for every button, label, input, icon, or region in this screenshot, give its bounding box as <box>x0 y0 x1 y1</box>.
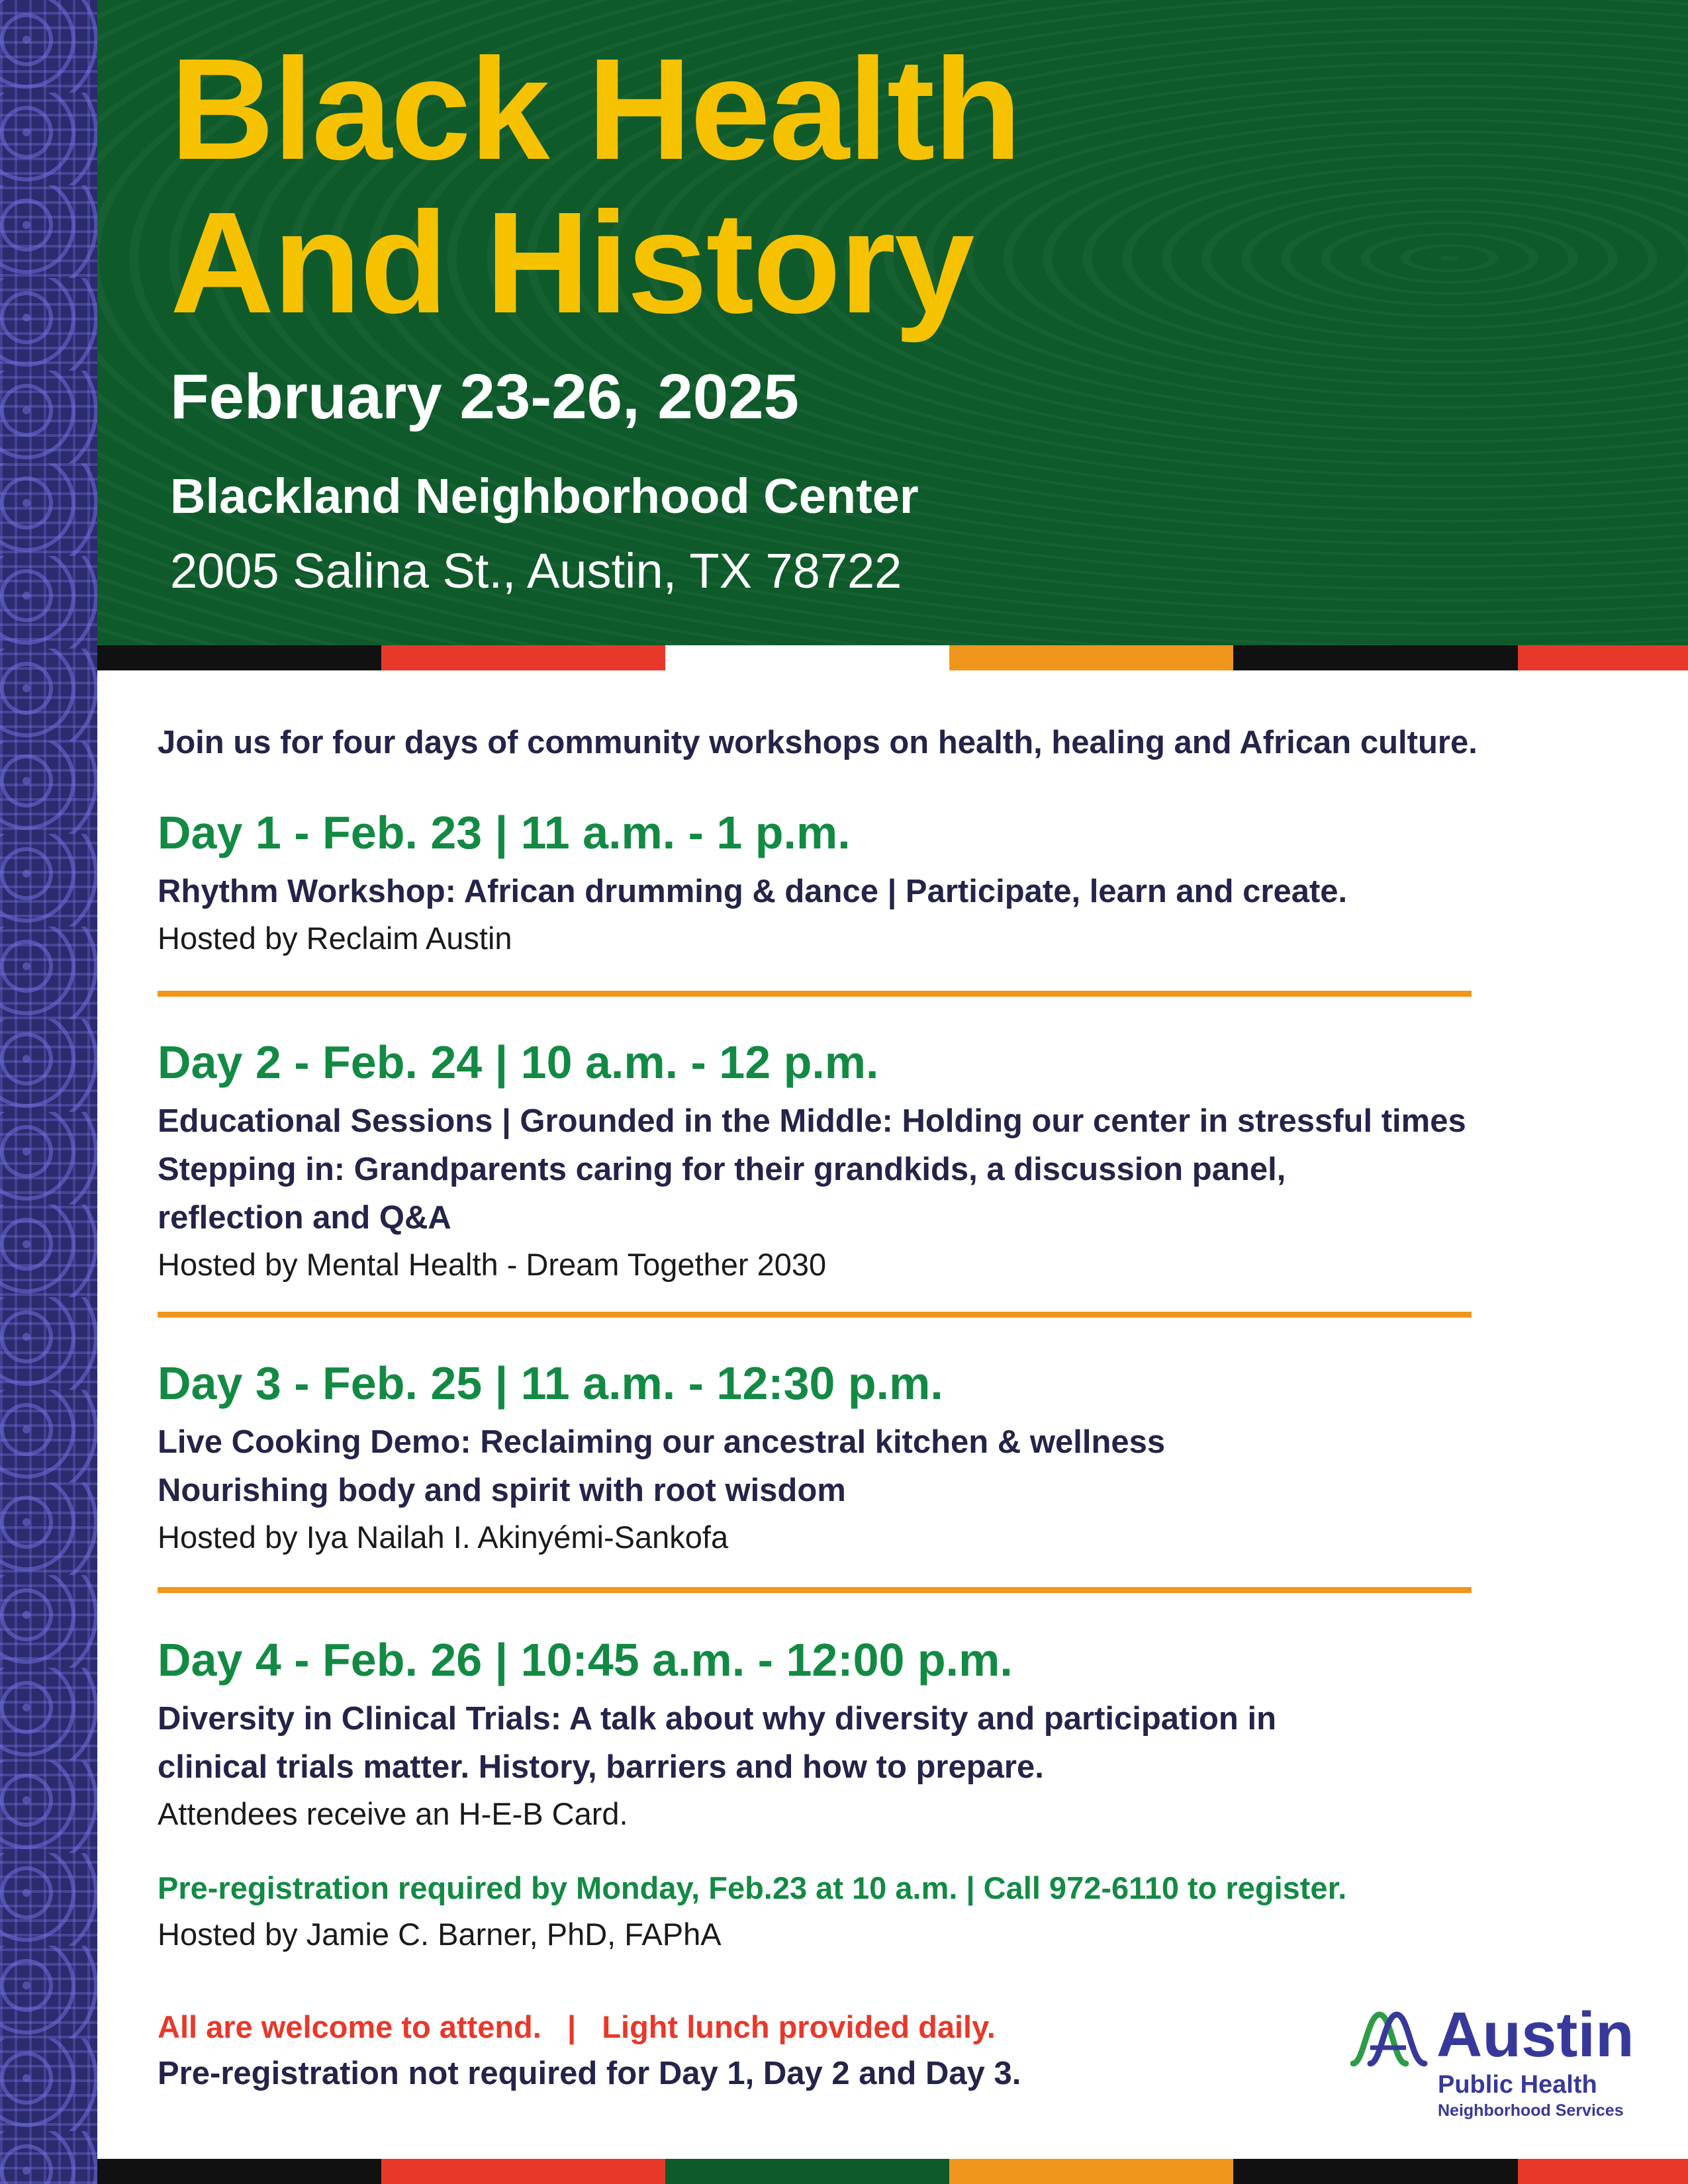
section-divider <box>158 1312 1472 1318</box>
day-description: Educational Sessions | Grounded in the Middle: Holding our center in stressful times <box>158 1103 1466 1139</box>
color-band-top <box>97 645 1688 670</box>
day-2-section <box>158 1032 1614 1287</box>
section-divider <box>158 1587 1472 1593</box>
band-segment <box>97 645 381 670</box>
day-description: Stepping in: Grandparents caring for their grandkids, a discussion panel, <box>158 1152 1286 1187</box>
welcome-note: All are welcome to attend. | Light lunch provided daily. <box>158 2009 996 2044</box>
day-host: Hosted by Mental Health - Dream Together 2030 <box>158 1247 827 1282</box>
section-divider <box>158 991 1472 997</box>
day-note: Attendees receive an H-E-B Card. <box>158 1796 628 1831</box>
day-description: reflection and Q&A <box>158 1200 451 1236</box>
band-segment <box>1518 2159 1688 2184</box>
day-heading: Day 2 - Feb. 24 | 10 a.m. - 12 p.m. <box>158 1036 879 1088</box>
band-segment <box>665 645 949 670</box>
day-host: Hosted by Reclaim Austin <box>158 921 512 956</box>
title-line-1: Black Health <box>170 29 1021 190</box>
day-host: Hosted by Jamie C. Barner, PhD, FAPhA <box>158 1917 722 1952</box>
preregistration-required: Pre-registration required by Monday, Feb.23 at 10 a.m. | Call 972-6110 to register. <box>158 1870 1347 1905</box>
day-heading: Day 4 - Feb. 26 | 10:45 a.m. - 12:00 p.m. <box>158 1634 1013 1686</box>
day-description: clinical trials matter. History, barriers and how to prepare. <box>158 1749 1044 1785</box>
day-4-section <box>158 1630 1614 1837</box>
event-title <box>170 29 1021 343</box>
day-description: Live Cooking Demo: Reclaiming our ancestral kitchen & wellness <box>158 1424 1166 1460</box>
band-segment <box>1233 645 1517 670</box>
band-segment <box>97 2159 381 2184</box>
day-heading: Day 1 - Feb. 23 | 11 a.m. - 1 p.m. <box>158 807 851 858</box>
austin-public-health-logo <box>1350 1999 1642 2118</box>
day-description: Diversity in Clinical Trials: A talk about why diversity and participation in <box>158 1701 1276 1737</box>
day-description: Nourishing body and spirit with root wisdom <box>158 1473 846 1508</box>
day-1-section <box>158 803 1614 961</box>
day-host: Hosted by Iya Nailah I. Akinyémi-Sankofa <box>158 1520 729 1555</box>
side-pattern-strip <box>0 0 97 2184</box>
day-description: Rhythm Workshop: African drumming & dance | Participate, learn and create. <box>158 874 1348 909</box>
logo-mark-icon <box>1350 2008 1430 2068</box>
band-segment <box>949 645 1233 670</box>
band-segment <box>665 2159 949 2184</box>
logo-subtitle-small: Neighborhood Services <box>1438 2101 1624 2120</box>
day-3-section <box>158 1353 1614 1560</box>
color-band-bottom <box>97 2159 1688 2184</box>
band-segment <box>1518 645 1688 670</box>
intro-section <box>158 721 1614 764</box>
venue-name: Blackland Neighborhood Center <box>170 469 919 523</box>
logo-subtitle: Public Health <box>1438 2071 1597 2099</box>
header-banner <box>97 0 1688 645</box>
venue-address: 2005 Salina St., Austin, TX 78722 <box>170 543 902 598</box>
event-dates: February 23-26, 2025 <box>170 361 799 432</box>
intro-text: Join us for four days of community workshops on health, healing and African culture. <box>158 725 1477 760</box>
band-segment <box>381 645 665 670</box>
logo-wordmark: Austin <box>1436 1999 1634 2070</box>
band-segment <box>381 2159 665 2184</box>
band-segment <box>949 2159 1233 2184</box>
preregistration-note: Pre-registration not required for Day 1, Day 2 and Day 3. <box>158 2056 1021 2091</box>
band-segment <box>1233 2159 1517 2184</box>
title-line-2: And History <box>170 183 974 343</box>
day-heading: Day 3 - Feb. 25 | 11 a.m. - 12:30 p.m. <box>158 1357 943 1409</box>
